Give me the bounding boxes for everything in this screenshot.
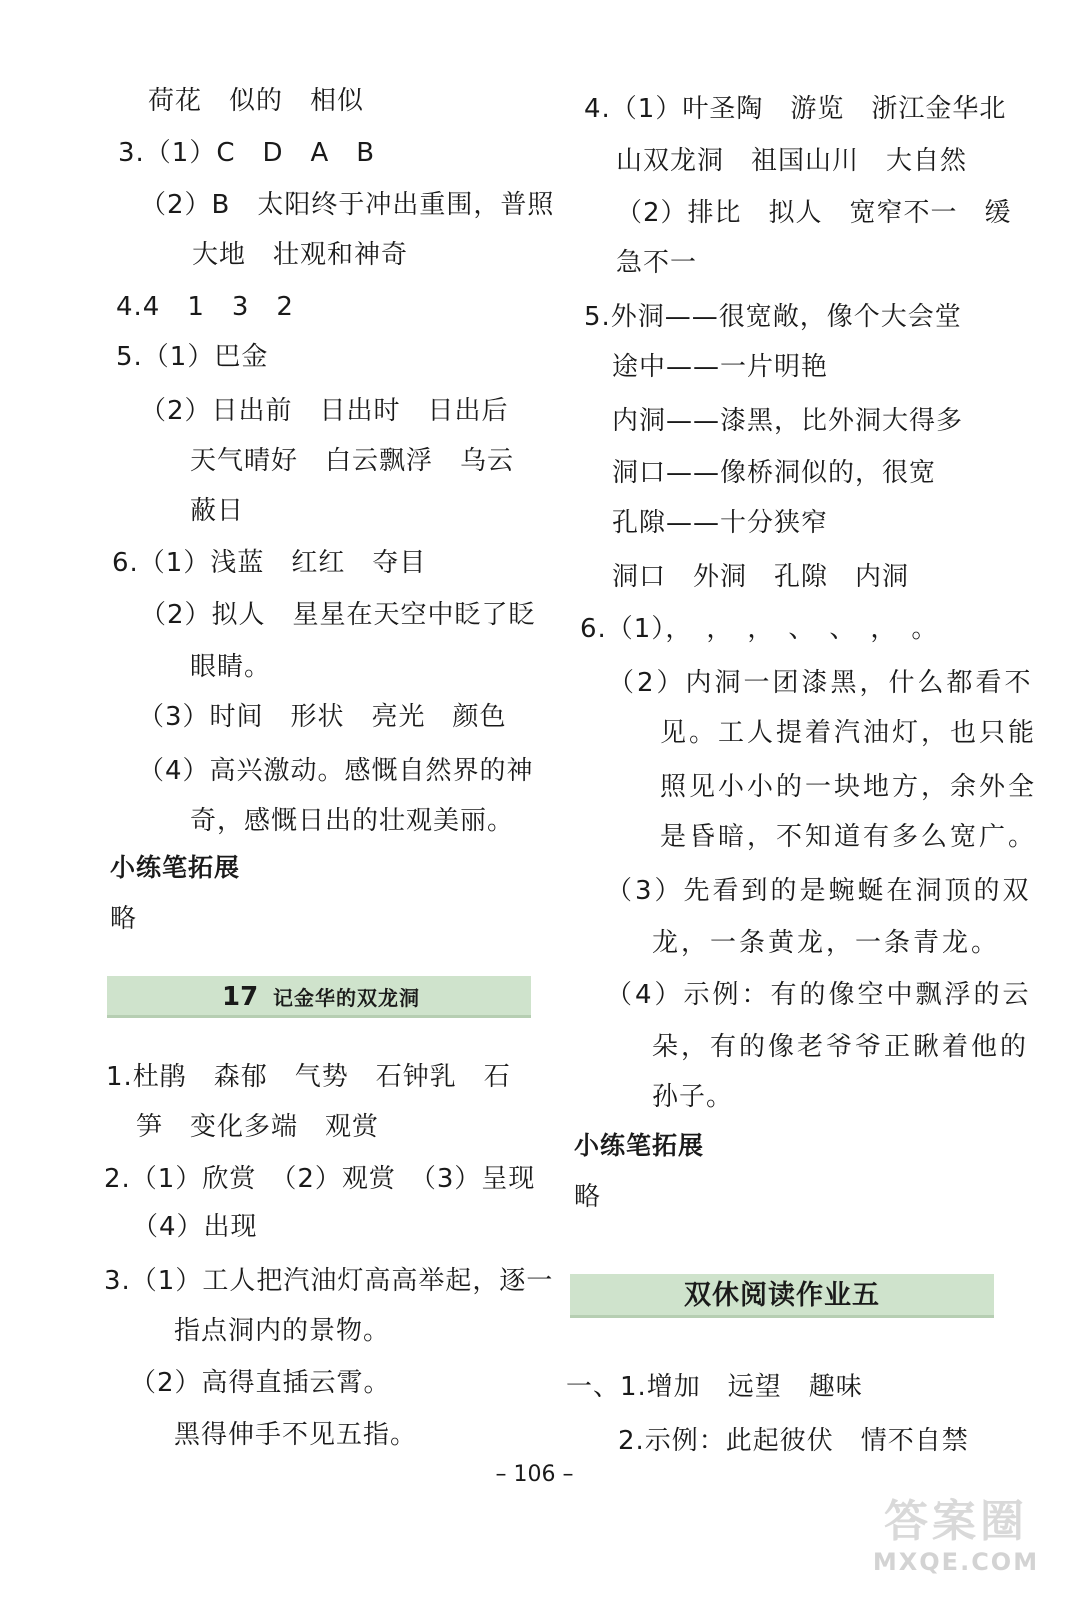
answer-line: 笋 变化多端 观赏 [136,1112,380,1142]
answer-line: 1.杜鹃 森郁 气势 石钟乳 石 [106,1062,511,1092]
section-heading: 小练笔拓展 [110,853,241,882]
answer-line: （3）时间 形状 亮光 颜色 [138,702,507,732]
answer-line: 略 [110,904,138,934]
answer-line: 照见小小的一块地方，余外全 [660,772,1038,802]
lesson-number: 17 [222,982,259,1012]
answer-line: （2）排比 拟人 宽窄不一 缓 [616,198,1012,228]
answer-line: 2.示例：此起彼伏 情不自禁 [618,1426,969,1456]
answer-line: 指点洞内的景物。 [174,1316,391,1346]
answer-line: 3.（1）C D A B [118,138,376,168]
answer-line: 山双龙洞 祖国山川 大自然 [616,146,968,176]
answer-line: 孙子。 [652,1082,734,1112]
answer-line: 见。工人提着汽油灯，也只能 [660,718,1038,748]
answer-line: 5.（1）巴金 [116,342,269,372]
answer-line: （2）日出前 日出时 日出后 [140,396,509,426]
answer-line: 4.（1）叶圣陶 游览 浙江金华北 [584,94,1007,124]
answer-line: 孔隙——十分狭窄 [612,508,829,538]
answer-line: 黑得伸手不见五指。 [174,1420,418,1450]
answer-line: （3）先看到的是蜿蜒在洞顶的双 [606,876,1032,906]
answer-line: 朵，有的像老爷爷正瞅着他的 [652,1032,1030,1062]
answer-line: 洞口——像桥洞似的，很宽 [612,458,937,488]
answer-line: 眼睛。 [190,652,272,682]
answer-line: 6.（1）， ， ， 、 、 ， 。 [580,614,939,644]
answer-line: （2）拟人 星星在天空中眨了眨 [140,600,536,630]
answer-line: 洞口 外洞 孔隙 内洞 [612,562,910,592]
answer-line: 2.（1）欣赏 （2）观赏 （3）呈现 [104,1164,536,1194]
answer-line: 天气晴好 白云飘浮 乌云 [190,446,515,476]
page-number: – 106 – [495,1462,574,1487]
answer-line: 略 [574,1182,602,1212]
answer-line: 龙，一条黄龙，一条青龙。 [652,928,1001,958]
answer-line: 荷花 似的 相似 [148,86,365,116]
homework-banner [570,1274,994,1318]
answer-line: 是昏暗，不知道有多么宽广。 [660,822,1038,852]
answer-line: 蔽日 [190,496,245,526]
answer-line: （2）高得直插云霄。 [130,1368,391,1398]
answer-line: 急不一 [616,248,698,278]
answer-line: （4）示例：有的像空中飘浮的云 [606,980,1032,1010]
answer-line: 途中——一片明艳 [612,352,829,382]
answer-line: 6.（1）浅蓝 红红 夺目 [112,548,427,578]
homework-title: 双休阅读作业五 [684,1280,880,1311]
answer-line: 4.4 1 3 2 [116,292,294,322]
answer-line: 一、1.增加 远望 趣味 [566,1372,863,1402]
answer-line: （2）B 太阳终于冲出重围，普照 [140,190,555,220]
lesson-title: 记金华的双龙洞 [273,986,420,1010]
watermark-url: MXQE.COM [872,1548,1040,1576]
answer-line: （2）内洞一团漆黑，什么都看不 [608,668,1034,698]
section-heading: 小练笔拓展 [574,1131,705,1160]
answer-line: 3.（1）工人把汽油灯高高举起，逐一 [104,1266,554,1296]
answer-line: 内洞——漆黑，比外洞大得多 [612,406,964,436]
answer-line: 奇，感慨日出的壮观美丽。 [190,806,515,836]
answer-line: 5.外洞——很宽敞，像个大会堂 [584,302,962,332]
answer-line: 大地 壮观和神奇 [192,240,409,270]
watermark-logo [861,1496,1051,1588]
watermark-logo-text: 答案圈 [884,1496,1028,1547]
answer-line: （4）出现 [132,1212,258,1242]
answer-line: （4）高兴激动。感慨自然界的神 [138,756,534,786]
lesson-banner [107,976,531,1018]
